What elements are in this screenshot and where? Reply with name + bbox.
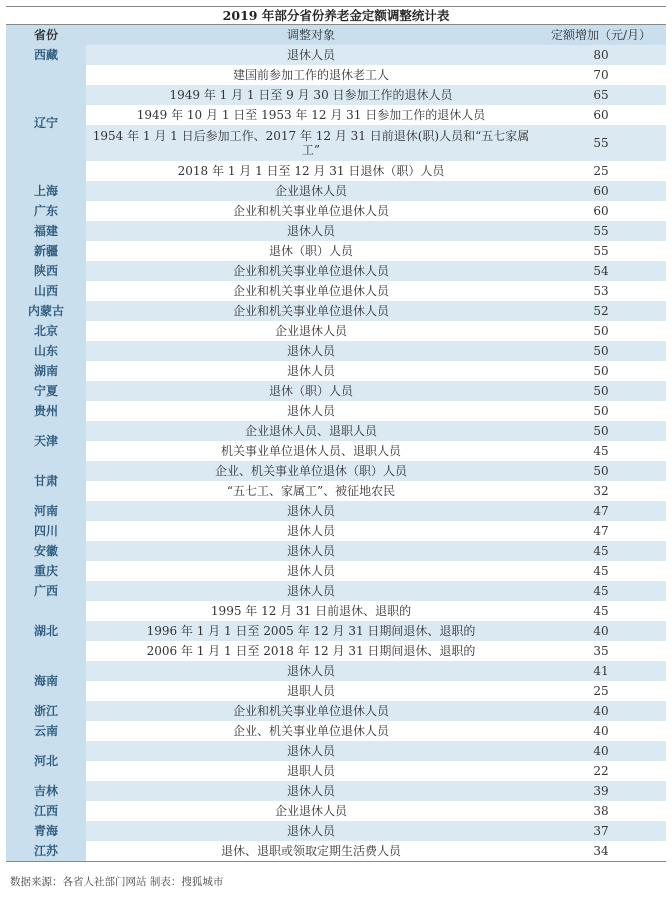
table-row [6, 721, 666, 741]
table-row [6, 661, 666, 681]
header-province: 省份 [6, 25, 86, 45]
object-cell: 退休人员 [86, 821, 536, 841]
table-row [6, 341, 666, 361]
amount-cell: 45 [593, 604, 609, 618]
object-cell: 退休人员 [286, 404, 335, 418]
amount-cell: 22 [593, 764, 609, 778]
amount-cell: 38 [593, 804, 609, 818]
table-row [6, 701, 666, 721]
table-row [6, 601, 666, 621]
province-cell: 陕西 [6, 261, 86, 281]
object-cell: 退休人员 [286, 364, 335, 378]
object-cell: 企业和机关事业单位退休人员 [232, 204, 389, 218]
amount-cell: 65 [536, 85, 666, 105]
amount-cell: 54 [536, 261, 666, 281]
object-cell: 企业和机关事业单位退休人员 [232, 284, 389, 298]
table-row [6, 401, 666, 421]
amount-cell: 45 [536, 581, 666, 601]
amount-cell: 50 [536, 381, 666, 401]
object-cell: 退休人员 [86, 221, 536, 241]
object-cell: 建国前参加工作的退休老工人 [232, 68, 389, 82]
table-row [6, 461, 666, 481]
table-row [6, 281, 666, 301]
amount-cell: 50 [593, 404, 609, 418]
table-row [6, 781, 666, 801]
amount-cell: 80 [536, 45, 666, 65]
table-row [6, 801, 666, 821]
amount-cell: 50 [536, 421, 666, 441]
object-cell: 退休（职）人员 [268, 244, 353, 258]
table-row [6, 481, 666, 501]
amount-cell: 32 [593, 484, 609, 498]
table-row [6, 125, 666, 161]
table-row [6, 261, 666, 281]
amount-cell: 53 [593, 284, 609, 298]
table-row [6, 45, 666, 65]
amount-cell: 40 [536, 741, 666, 761]
province-cell: 宁夏 [6, 381, 86, 401]
table-row [6, 521, 666, 541]
table-row [6, 821, 666, 841]
table-row [6, 741, 666, 761]
header-amount: 定额增加（元/月） [536, 25, 666, 45]
table-row [6, 681, 666, 701]
table-row [6, 241, 666, 261]
object-cell: 1995 年 12 月 31 日前退休、退职的 [210, 604, 412, 618]
amount-cell: 47 [536, 501, 666, 521]
province-cell: 辽宁 [6, 65, 86, 181]
amount-cell: 25 [593, 684, 609, 698]
amount-cell: 55 [536, 221, 666, 241]
amount-cell: 45 [593, 564, 609, 578]
province-cell: 山西 [6, 281, 86, 301]
object-cell: 退休（职）人员 [86, 381, 536, 401]
province-cell: 江苏 [6, 841, 86, 861]
amount-cell: 25 [593, 164, 609, 178]
amount-cell: 60 [593, 204, 609, 218]
object-cell: 企业退休人员、退职人员 [86, 421, 536, 441]
object-cell: 退休人员 [86, 741, 536, 761]
object-cell: 退职人员 [286, 684, 335, 698]
object-cell: 退休人员 [86, 501, 536, 521]
table-title: 2019 年部分省份养老金定额调整统计表 [6, 6, 666, 25]
object-cell: 退休人员 [86, 541, 536, 561]
object-cell: 退休人员 [86, 581, 536, 601]
province-cell: 西藏 [6, 45, 86, 65]
table-row [6, 621, 666, 641]
object-cell: 1949 年 1 月 1 日至 9 月 30 日参加工作的退休人员 [86, 85, 536, 105]
object-cell: 企业、机关事业单位退休人员 [232, 724, 389, 738]
object-cell: 退休人员 [86, 661, 536, 681]
table-row [6, 85, 666, 105]
province-cell: 河北 [6, 741, 86, 781]
province-cell: 海南 [6, 661, 86, 701]
province-cell: 四川 [6, 521, 86, 541]
amount-cell: 50 [593, 364, 609, 378]
object-cell: 退休、退职或领取定期生活费人员 [220, 844, 401, 858]
province-cell: 福建 [6, 221, 86, 241]
object-cell: 退职人员 [286, 764, 335, 778]
table-row [6, 561, 666, 581]
province-cell: 贵州 [6, 401, 86, 421]
amount-cell: 35 [593, 644, 609, 658]
amount-cell: 45 [536, 541, 666, 561]
amount-cell: 40 [593, 724, 609, 738]
table-row [6, 501, 666, 521]
province-cell: 江西 [6, 801, 86, 821]
amount-cell: 60 [593, 108, 609, 122]
province-cell: 吉林 [6, 781, 86, 801]
table-row [6, 181, 666, 201]
adjustment-table [6, 25, 666, 861]
table-row [6, 361, 666, 381]
object-cell: 机关事业单位退休人员、退职人员 [220, 444, 401, 458]
province-cell: 浙江 [6, 701, 86, 721]
amount-cell: 47 [593, 524, 609, 538]
object-cell: 2006 年 1 月 1 日至 2018 年 12 月 31 日期间退休、退职的 [146, 644, 476, 658]
province-cell: 广东 [6, 201, 86, 221]
table-row [6, 65, 666, 85]
province-cell: 重庆 [6, 561, 86, 581]
amount-cell: 55 [593, 244, 609, 258]
object-cell: 2018 年 1 月 1 日至 12 月 31 日退休（职）人员 [177, 164, 445, 178]
province-cell: 北京 [6, 321, 86, 341]
object-cell: 退休人员 [286, 524, 335, 538]
object-cell: 退休人员 [286, 564, 335, 578]
table-row [6, 441, 666, 461]
object-cell: 退休人员 [86, 781, 536, 801]
object-cell: 企业和机关事业单位退休人员 [86, 701, 536, 721]
amount-cell: 60 [536, 181, 666, 201]
amount-cell: 40 [536, 701, 666, 721]
object-cell: 1954 年 1 月 1 日后参加工作、2017 年 12 月 31 日前退休(职)人员和“五七家属工” [86, 125, 536, 161]
amount-cell: 52 [536, 301, 666, 321]
table-row [6, 581, 666, 601]
amount-cell: 50 [536, 341, 666, 361]
table-row [6, 761, 666, 781]
province-cell: 山东 [6, 341, 86, 361]
amount-cell: 45 [593, 444, 609, 458]
amount-cell: 50 [536, 461, 666, 481]
province-cell: 安徽 [6, 541, 86, 561]
province-cell: 新疆 [6, 241, 86, 261]
object-cell: 企业退休人员 [274, 324, 347, 338]
table-row [6, 421, 666, 441]
province-cell: 湖北 [6, 601, 86, 661]
province-cell: 广西 [6, 581, 86, 601]
table-bottom-rule [6, 861, 666, 862]
object-cell: 退休人员 [86, 341, 536, 361]
province-cell: 天津 [6, 421, 86, 461]
amount-cell: 40 [536, 621, 666, 641]
amount-cell: 50 [593, 324, 609, 338]
object-cell: 企业和机关事业单位退休人员 [86, 301, 536, 321]
object-cell: 退休人员 [86, 45, 536, 65]
table-header-row [6, 25, 666, 45]
province-cell: 河南 [6, 501, 86, 521]
table-row [6, 301, 666, 321]
object-cell: 1996 年 1 月 1 日至 2005 年 12 月 31 日期间退休、退职的 [86, 621, 536, 641]
table-row [6, 641, 666, 661]
source-footer: 数据来源：各省人社部门网站 制表：搜狐城市 [10, 876, 224, 888]
object-cell: 1949 年 10 月 1 日至 1953 年 12 月 31 日参加工作的退休人员 [136, 108, 486, 122]
table-row [6, 381, 666, 401]
object-cell: 企业、机关事业单位退休（职）人员 [86, 461, 536, 481]
table-row [6, 321, 666, 341]
province-cell: 湖南 [6, 361, 86, 381]
table-row [6, 201, 666, 221]
object-cell: 企业退休人员 [86, 181, 536, 201]
province-cell: 云南 [6, 721, 86, 741]
object-cell: “五七工、家属工”、被征地农民 [226, 484, 396, 498]
table-container [6, 6, 666, 862]
table-row [6, 105, 666, 125]
amount-cell: 70 [593, 68, 609, 82]
object-cell: 企业退休人员 [274, 804, 347, 818]
province-cell: 青海 [6, 821, 86, 841]
province-cell: 内蒙古 [6, 301, 86, 321]
table-row [6, 161, 666, 181]
amount-cell: 39 [536, 781, 666, 801]
table-row [6, 541, 666, 561]
object-cell: 企业和机关事业单位退休人员 [86, 261, 536, 281]
table-row [6, 841, 666, 861]
header-object: 调整对象 [86, 25, 536, 45]
amount-cell: 37 [536, 821, 666, 841]
amount-cell: 34 [593, 844, 609, 858]
amount-cell: 41 [536, 661, 666, 681]
table-row [6, 221, 666, 241]
province-cell: 上海 [6, 181, 86, 201]
province-cell: 甘肃 [6, 461, 86, 501]
amount-cell: 55 [536, 125, 666, 161]
